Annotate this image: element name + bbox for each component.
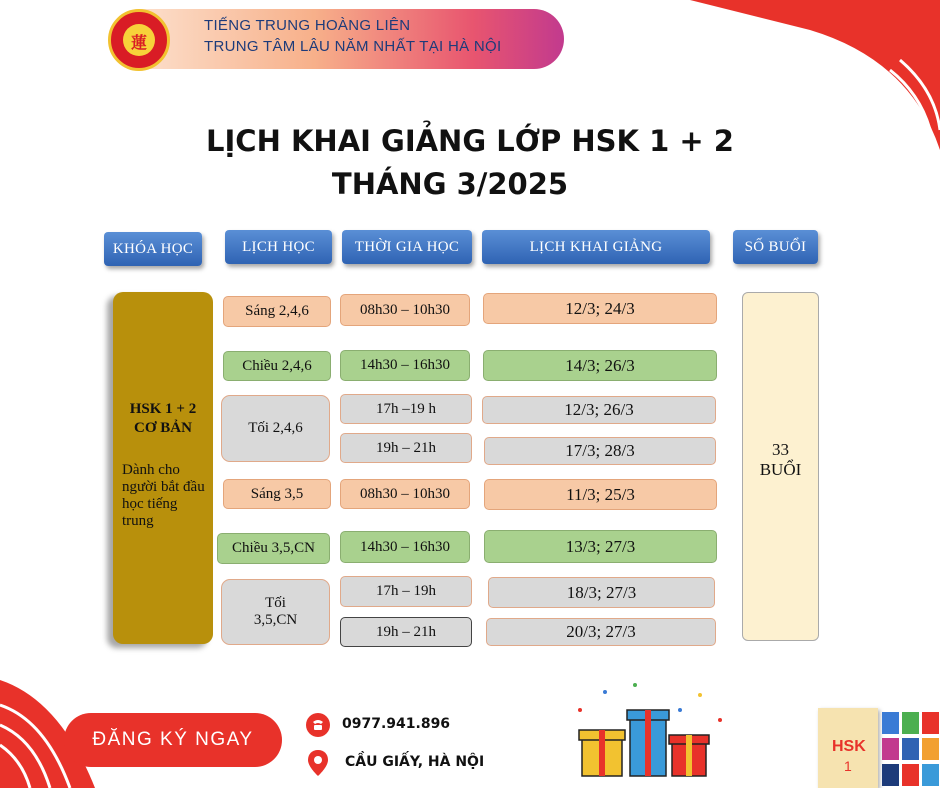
- time-cell: 19h – 21h: [340, 433, 472, 463]
- time-cell: 19h – 21h: [340, 617, 472, 647]
- course-description: Dành cho người bắt đầu học tiếng trung: [122, 462, 205, 529]
- page-title: LỊCH KHAI GIẢNG LỚP HSK 1 + 2: [206, 124, 734, 158]
- banner-line-1: TIẾNG TRUNG HOÀNG LIÊN: [204, 17, 411, 34]
- column-header-time: THỜI GIA HỌC: [342, 230, 472, 264]
- column-header-start-dates: LỊCH KHAI GIẢNG: [482, 230, 710, 264]
- banner-line-2: TRUNG TÂM LÂU NĂM NHẤT TẠI HÀ NỘI: [204, 38, 502, 55]
- time-cell: 14h30 – 16h30: [340, 531, 470, 563]
- address: CẦU GIẤY, HÀ NỘI: [345, 754, 485, 770]
- start-date-cell: 12/3; 24/3: [483, 293, 717, 324]
- schedule-cell: Tối 2,4,6: [221, 395, 330, 462]
- time-cell: 14h30 – 16h30: [340, 350, 470, 381]
- start-date-cell: 12/3; 26/3: [482, 396, 716, 424]
- page-subtitle: THÁNG 3/2025: [331, 167, 569, 201]
- hsk-book-cover: HSK 1: [818, 708, 878, 788]
- register-button[interactable]: ĐĂNG KÝ NGAY: [64, 713, 282, 767]
- location-pin-icon: [308, 750, 328, 776]
- phone-number[interactable]: 0977.941.896: [342, 716, 451, 732]
- course-title: HSK 1 + 2 CƠ BẢN: [129, 401, 197, 436]
- time-cell: 17h – 19h: [340, 576, 472, 607]
- column-header-course: KHÓA HỌC: [104, 232, 202, 266]
- time-cell: 17h –19 h: [340, 394, 472, 424]
- time-cell: 08h30 – 10h30: [340, 294, 470, 326]
- schedule-cell: Sáng 2,4,6: [223, 296, 331, 327]
- phone-icon: [306, 713, 330, 737]
- start-date-cell: 11/3; 25/3: [484, 479, 717, 510]
- start-date-cell: 17/3; 28/3: [484, 437, 716, 465]
- schedule-cell: Sáng 3,5: [223, 479, 331, 509]
- center-logo: 蓮: [108, 9, 170, 71]
- start-date-cell: 14/3; 26/3: [483, 350, 717, 381]
- schedule-cell: Chiều 3,5,CN: [217, 533, 330, 564]
- start-date-cell: 18/3; 27/3: [488, 577, 715, 608]
- column-header-sessions: SỐ BUỔI: [733, 230, 818, 264]
- start-date-cell: 20/3; 27/3: [486, 618, 716, 646]
- sessions-label: 33 BUỔI: [759, 440, 802, 479]
- schedule-cell: Chiều 2,4,6: [223, 351, 331, 381]
- gift-boxes-illustration: [560, 680, 730, 780]
- time-cell: 08h30 – 10h30: [340, 479, 470, 509]
- column-header-schedule: LỊCH HỌC: [225, 230, 332, 264]
- hsk-books-stack: [880, 712, 940, 788]
- schedule-cell: Tối 3,5,CN: [221, 579, 330, 645]
- start-date-cell: 13/3; 27/3: [484, 530, 717, 563]
